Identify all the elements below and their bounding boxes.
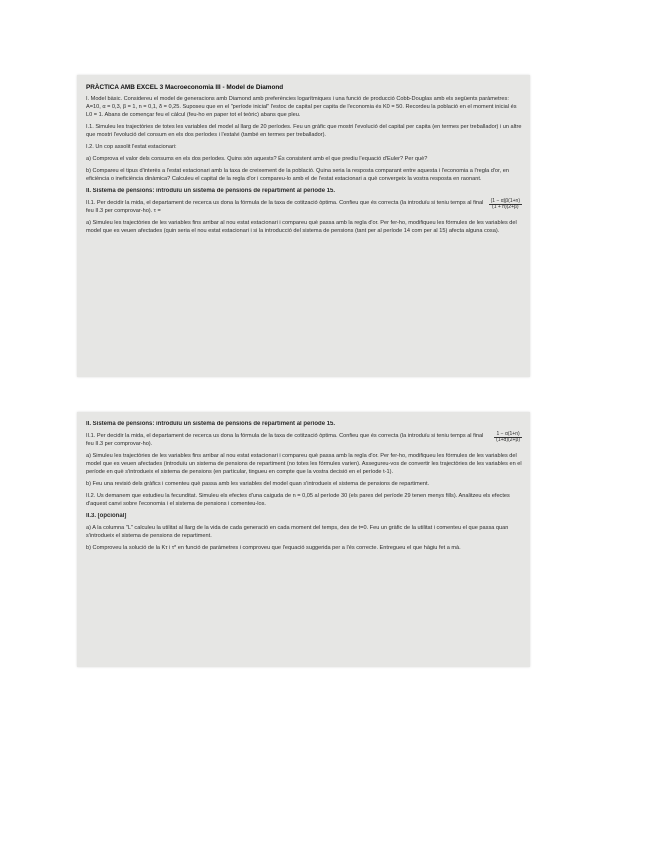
section-heading-pensions-2: II. Sistema de pensions: introduïu un sistema de pensions de repartiment al període 15. bbox=[86, 421, 336, 427]
paragraph-ii3-a: a) A la columna "L" calculeu la utilitat al llarg de la vida de cada generació en cada moment del temps, des de t=0. Feu un gràfic de la utilitat i comenteu el que passa quan s'introdueix el sistema de pensions de repartiment. bbox=[86, 525, 509, 539]
paragraph-ii2: II.2. Us demanem que estudieu la fecunditat. Simuleu els efectes d'una caiguda de n = 0,05 al període 30 (els pares del període 29 tenen menys fills). Analitzeu els efectes d'aquest canvi sobre l'economia i el sistema de pensions i comenteu-los. bbox=[86, 493, 510, 507]
formula-numerator-2: 1 − α(1+n) bbox=[494, 432, 522, 438]
paragraph-ii1-text: II.1. Per decidir la mida, el departament de recerca us dona la fórmula de la taxa de cotització òptima. Confieu que és correcta (la introduïu si teniu temps al final feu II.3 per comprovar-ho). bbox=[86, 200, 484, 214]
formula-tau-2 bbox=[494, 432, 522, 443]
formula-denominator: (1 + n)(2+β) bbox=[492, 204, 519, 210]
paragraph-ii3-heading: II.3. [opcional] bbox=[86, 513, 127, 519]
paragraph-model-basic: I. Model bàsic. Considereu el model de generacions amb Diamond amb preferències logarítmiques i una funció de producció Cobb-Douglas amb els següents paràmetres: A=10, α = 0,3, β = 1, n = 0,1, δ = 0,25. Suposeu que en el "període inicial" l'estoc de capital per capita de l'economia és K0 = 50. Recordeu la població en el moment inicial és L0 = 1. Abans de començar feu el càlcul (feu-ho en paper tot el teòric) abans que pleu. bbox=[86, 96, 517, 118]
paragraph-ii1-2-text: II.1. Per decidir la mida, el departament de recerca us dona la fórmula de la taxa de cotització òptima. Confieu que és correcta (la introduïu si teniu temps al final feu II.3 per comprovar-ho). bbox=[86, 433, 484, 447]
formula-tau bbox=[489, 199, 522, 210]
formula-numerator: (1 − α)β(1+n) bbox=[490, 198, 520, 204]
paragraph-i2: I.2. Un cop assolit l'estat estacionari: bbox=[86, 144, 177, 150]
paragraph-ii1-b-2: b) Feu una revisió dels gràfics i comenteu què passa amb les variables del model quan s'introdueix el sistema de pensions de repartiment. bbox=[86, 481, 430, 487]
paragraph-i2-a: a) Comprova el valor dels consums en els dos períodes. Quins són aquests? És consistent amb el que prediu l'equació d'Euler? Per què? bbox=[86, 156, 428, 162]
paragraph-ii3-b: b) Comproveu la solució de la Kτ i τ* en funció de paràmetres i comproveu que l'equació suggerida per a l'és correcte. Entregueu el que hàgiu fet a mà. bbox=[86, 545, 461, 551]
page-title: PRÀCTICA AMB EXCEL 3 Macroeconomia III - Model de Diamond bbox=[86, 84, 284, 91]
section-heading-pensions: II. Sistema de pensions: introduïu un sistema de pensions de repartiment al període 15. bbox=[86, 188, 336, 194]
document-photo-page-1 bbox=[77, 75, 530, 377]
paragraph-ii1-a: a) Simuleu les trajectòries de les variables fins arribar al nou estat estacionari i compareu què passa amb la regla d'or. Per fer-ho, modifiqueu les fórmules de les variables del model que es veuen afectades (quin seria el nou estat estacionari i si la introducció del sistema de pensions (tant per al període 14 com per al 15) afecta alguna cosa). bbox=[86, 220, 517, 234]
formula-lhs: τ = bbox=[153, 208, 161, 214]
paragraph-ii1-a-2: a) Simuleu les trajectòries de les variables fins arribar al nou estat estacionari i compareu què passa amb la regla d'or. Per fer-ho, modifiqueu les fórmules de les variables del model que es veuen afectades (introduïu un sistema de pensions de repartiment (no totes les fórmules varien). Assegureu-vos de convertir les trajectòries de les variables en el període en què s'introdueix el sistema de pensions (en particular, tingueu en compte que la vostra decisió en el període t-1). bbox=[86, 453, 522, 475]
formula-denominator-2: (1+α)(2+β) bbox=[496, 437, 520, 443]
document-photo-page-2 bbox=[77, 412, 530, 667]
paragraph-i2-b: b) Compareu el tipus d'interès a l'estat estacionari amb la taxa de creixement de la població. Quina seria la resposta comparant entre aquesta i l'economia a l'regla d'or, en eficiència o ineficiència dinàmica? Calculeu el capital de la regla d'or i compareu-lo amb el de l'estat estacionari a què convergeix la vostra resposta en raonant. bbox=[86, 168, 509, 182]
paragraph-i1: I.1. Simuleu les trajectòries de totes les variables del model al llarg de 20 períodes. Feu un gràfic que mostri l'evolució del capital per capita (en termes per treballador) i un altre que mostri l'evolució del consum en els dos períodes i l'estalvi (també en termes per treballador). bbox=[86, 124, 522, 138]
paragraph-ii1-2 bbox=[86, 432, 522, 448]
paragraph-ii1 bbox=[86, 199, 522, 215]
